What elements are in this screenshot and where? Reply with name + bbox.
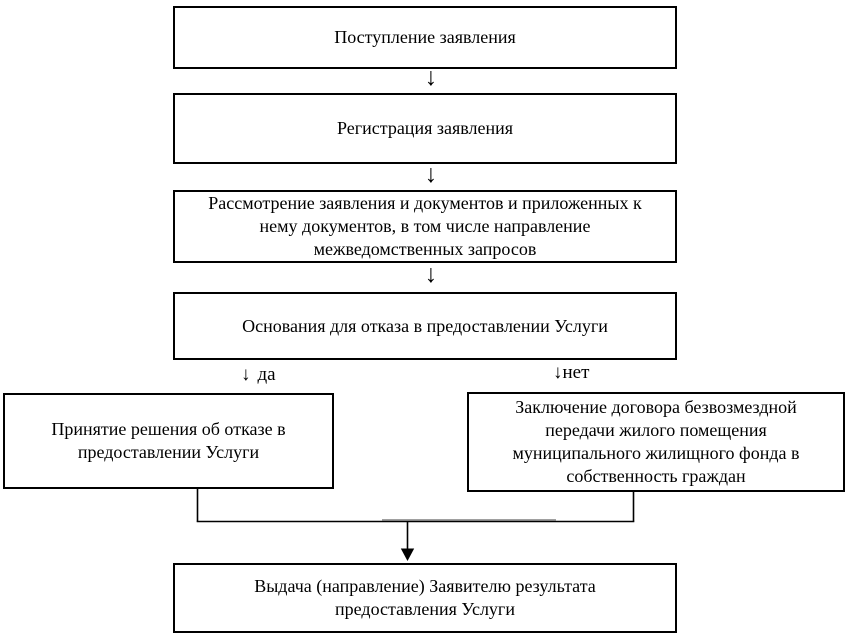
node-label: Основания для отказа в предоставлении Услуги [242, 315, 608, 336]
node-application-review [173, 190, 677, 263]
down-arrow-icon: ↓ [424, 64, 438, 91]
down-arrow-icon: ↓ [424, 161, 438, 188]
branch-no-text: нет [562, 362, 590, 383]
node-application-received [173, 6, 677, 69]
down-arrow-icon: ↓ [241, 364, 251, 385]
down-arrow-icon: ↓ [553, 362, 563, 383]
node-refusal-grounds-check [173, 292, 677, 360]
node-label: Заключение договора безвозмездной передачи жилого помещения муниципального жилищного фонда в собственность граждан [512, 397, 800, 486]
node-label: Поступление заявления [334, 27, 516, 48]
down-arrow-icon: ↓ [424, 261, 438, 288]
branch-label-yes [241, 363, 276, 387]
node-application-registered [173, 93, 677, 164]
node-result-issuance [173, 563, 677, 633]
node-label: Регистрация заявления [336, 118, 514, 139]
branch-yes-text: да [257, 364, 276, 385]
node-contract-conclusion [467, 392, 845, 492]
branch-label-no [553, 361, 589, 385]
node-label: Выдача (направление) Заявителю результата предоставления Услуги [254, 576, 596, 619]
node-refusal-decision [3, 393, 334, 489]
node-label: Рассмотрение заявления и документов и приложенных к нему документов, в том числе направление межведомственных запросов [208, 193, 642, 259]
node-label: Принятие решения об отказе в предоставлении Услуги [51, 419, 286, 462]
